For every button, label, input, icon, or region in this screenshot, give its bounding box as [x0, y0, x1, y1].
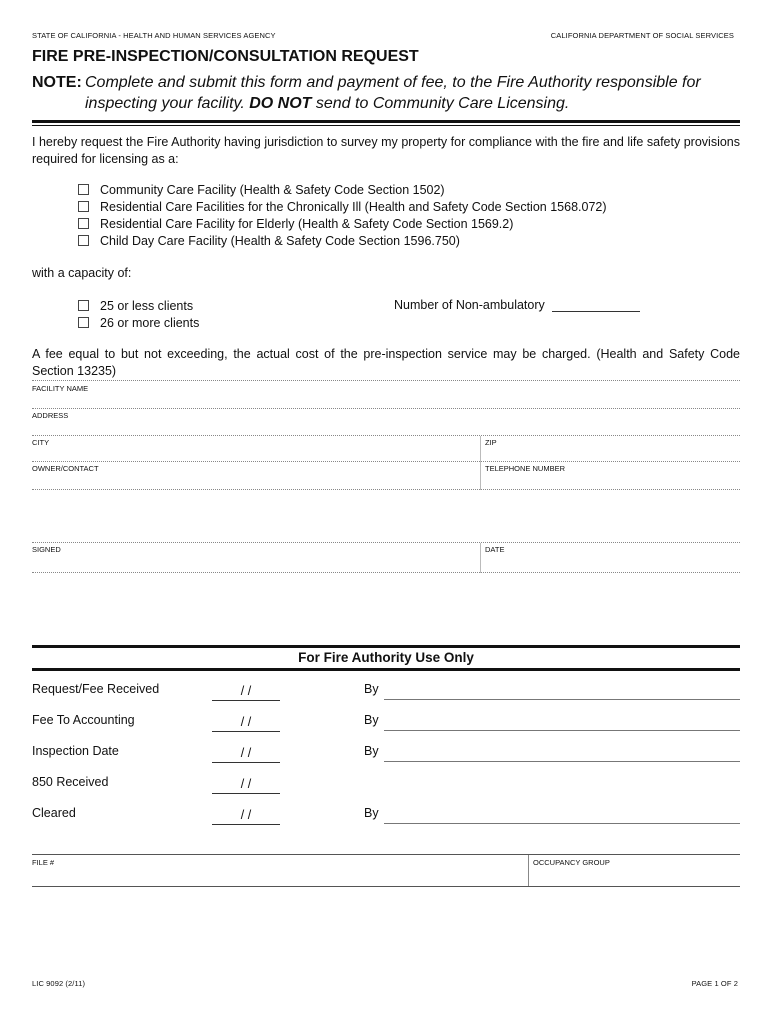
cleared-by[interactable]	[384, 823, 740, 824]
address-field[interactable]	[32, 409, 740, 435]
inspection-date-label: Inspection Date	[32, 744, 119, 758]
inspection-date-date[interactable]: / /	[212, 746, 280, 763]
occupancy-group-label: OCCUPANCY GROUP	[533, 858, 610, 867]
do-not-emphasis: DO NOT	[249, 95, 312, 112]
header-rule	[32, 120, 740, 123]
file-number-label: FILE #	[32, 858, 55, 867]
received-850-label: 850 Received	[32, 775, 109, 789]
date-field[interactable]	[481, 543, 740, 572]
by-label: By	[364, 713, 379, 727]
note-line-1: Complete and submit this form and payment of fee, to the Fire Authority responsible for	[85, 74, 701, 91]
facility-option-ccf[interactable]: Community Care Facility (Health & Safety Code Section 1502)	[78, 181, 445, 198]
telephone-label: TELEPHONE NUMBER	[485, 464, 566, 473]
checkbox[interactable]	[78, 201, 89, 212]
request-fee-received-by[interactable]	[384, 699, 740, 700]
form-title: FIRE PRE-INSPECTION/CONSULTATION REQUEST	[32, 48, 419, 65]
occupancy-group-field[interactable]	[529, 855, 740, 886]
note-line-2: inspecting your facility. DO NOT send to Community Care Licensing.	[85, 95, 570, 112]
zip-field[interactable]	[481, 436, 740, 461]
nonambulatory-input[interactable]	[552, 311, 640, 312]
intro-paragraph: I hereby request the Fire Authority having jurisdiction to survey my property for compliance with the fire and life safety provisions required for licensing as a:	[32, 135, 740, 166]
fee-paragraph: A fee equal to but not exceeding, the actual cost of the pre-inspection service may be charged. (Health and Safety Code Section 13235)	[32, 347, 740, 378]
agency-left: STATE OF CALIFORNIA - HEALTH AND HUMAN SERVICES AGENCY	[32, 31, 276, 40]
by-label: By	[364, 806, 379, 820]
cleared-label: Cleared	[32, 806, 76, 820]
checkbox[interactable]	[78, 235, 89, 246]
owner-contact-field[interactable]	[32, 462, 480, 489]
signed-label: SIGNED	[32, 545, 61, 554]
checkbox[interactable]	[78, 184, 89, 195]
telephone-field[interactable]	[481, 462, 740, 489]
divider	[32, 886, 740, 887]
fire-authority-top-rule	[32, 645, 740, 648]
signature-field[interactable]	[32, 543, 480, 572]
facility-option-rcfe[interactable]: Residential Care Facility for Elderly (Health & Safety Code Section 1569.2)	[78, 215, 513, 232]
fee-to-accounting-label: Fee To Accounting	[32, 713, 135, 727]
file-number-field[interactable]	[32, 855, 528, 886]
inspection-date-by[interactable]	[384, 761, 740, 762]
city-field[interactable]	[32, 436, 480, 461]
city-label: CITY	[32, 438, 50, 447]
received-850-date[interactable]: / /	[212, 777, 280, 794]
capacity-label: with a capacity of:	[32, 266, 132, 280]
note-label: NOTE:	[32, 74, 82, 91]
page-number: PAGE 1 OF 2	[691, 979, 738, 988]
divider	[32, 489, 740, 490]
by-label: By	[364, 744, 379, 758]
zip-label: ZIP	[485, 438, 497, 447]
facility-option-child-day-care[interactable]: Child Day Care Facility (Health & Safety Code Section 1596.750)	[78, 232, 460, 249]
address-label: ADDRESS	[32, 411, 69, 420]
capacity-25-or-less[interactable]: 25 or less clients	[78, 297, 193, 314]
divider	[32, 572, 740, 573]
request-fee-received-label: Request/Fee Received	[32, 682, 160, 696]
by-label: By	[364, 682, 379, 696]
fire-authority-heading: For Fire Authority Use Only	[298, 650, 474, 665]
checkbox[interactable]	[78, 218, 89, 229]
facility-name-field[interactable]	[32, 381, 740, 408]
capacity-26-or-more[interactable]: 26 or more clients	[78, 314, 199, 331]
form-number: LIC 9092 (2/11)	[32, 979, 86, 988]
request-fee-received-date[interactable]: / /	[212, 684, 280, 701]
checkbox[interactable]	[78, 300, 89, 311]
cleared-date[interactable]: / /	[212, 808, 280, 825]
fire-authority-bottom-rule	[32, 668, 740, 671]
checkbox[interactable]	[78, 317, 89, 328]
agency-right: CALIFORNIA DEPARTMENT OF SOCIAL SERVICES	[550, 31, 734, 40]
nonambulatory-label: Number of Non-ambulatory	[394, 298, 545, 312]
owner-contact-label: OWNER/CONTACT	[32, 464, 99, 473]
facility-name-label: FACILITY NAME	[32, 384, 89, 393]
facility-option-rcfci[interactable]: Residential Care Facilities for the Chronically Ill (Health and Safety Code Section 1568.072)	[78, 198, 607, 215]
fee-to-accounting-by[interactable]	[384, 730, 740, 731]
fee-to-accounting-date[interactable]: / /	[212, 715, 280, 732]
date-label: DATE	[485, 545, 505, 554]
header-rule-thin	[32, 125, 740, 126]
